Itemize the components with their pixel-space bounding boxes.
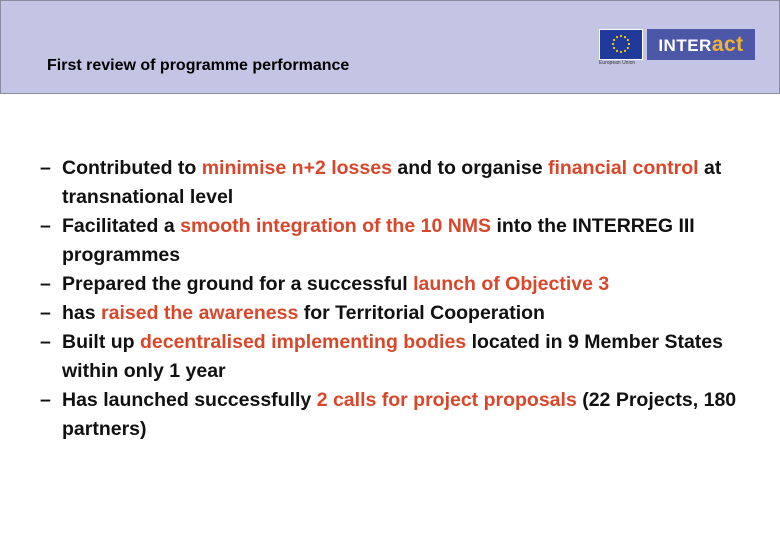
- bullet-text: [62, 386, 760, 444]
- bullet-item: [40, 328, 760, 386]
- bullet-dash: –: [40, 215, 51, 237]
- bullet-item: [40, 212, 760, 270]
- bullet-phrase: and to organise: [391, 157, 548, 179]
- bullet-dash: –: [40, 389, 51, 411]
- wordmark-prefix: INTER: [658, 36, 712, 55]
- bullet-phrase: (22 Projects, 180 partners): [62, 389, 737, 440]
- bullet-item: [40, 386, 760, 444]
- bullet-phrase: located in 9 Member States within only 1 year: [62, 331, 723, 382]
- interact-logo: [599, 29, 759, 69]
- highlight-phrase: raised the awareness: [101, 302, 299, 324]
- bullet-dash: –: [40, 157, 51, 179]
- bullet-text: [62, 154, 760, 212]
- bullet-text: [62, 270, 760, 299]
- bullet-phrase: Contributed to: [62, 157, 202, 179]
- highlight-phrase: smooth integration of the 10 NMS: [180, 215, 492, 237]
- bullet-dash: –: [40, 302, 51, 324]
- wordmark-accent: act: [711, 33, 744, 56]
- bullet-text: [62, 212, 760, 270]
- eu-caption: European Union: [599, 60, 636, 66]
- eu-stars-icon: [600, 30, 642, 59]
- slide-header: [0, 0, 780, 94]
- bullet-dash: –: [40, 273, 51, 295]
- highlight-phrase: minimise n+2 losses: [201, 157, 392, 179]
- interact-wordmark: [647, 29, 755, 60]
- bullet-text: [62, 328, 760, 386]
- highlight-phrase: launch of Objective 3: [413, 273, 610, 295]
- bullet-phrase: at transnational level: [62, 157, 722, 208]
- bullet-item: [40, 299, 760, 328]
- bullet-phrase: Prepared the ground for a successful: [62, 273, 414, 295]
- highlight-phrase: decentralised implementing bodies: [139, 331, 467, 353]
- eu-flag-icon: [599, 29, 643, 60]
- bullet-item: [40, 270, 760, 299]
- highlight-phrase: 2 calls for project proposals: [316, 389, 577, 411]
- bullet-text: [62, 299, 760, 328]
- bullet-phrase: Built up: [62, 331, 140, 353]
- bullet-phrase: Facilitated a: [62, 215, 181, 237]
- bullet-dash: –: [40, 331, 51, 353]
- bullet-phrase: Has launched successfully: [62, 389, 317, 411]
- bullet-phrase: has: [62, 302, 102, 324]
- bullet-item: [40, 154, 760, 212]
- slide-title: First review of programme performance: [47, 57, 350, 74]
- bullet-list: [40, 154, 760, 444]
- bullet-phrase: into the INTERREG III programmes: [62, 215, 695, 266]
- bullet-phrase: for Territorial Cooperation: [298, 302, 545, 324]
- highlight-phrase: financial control: [547, 157, 699, 179]
